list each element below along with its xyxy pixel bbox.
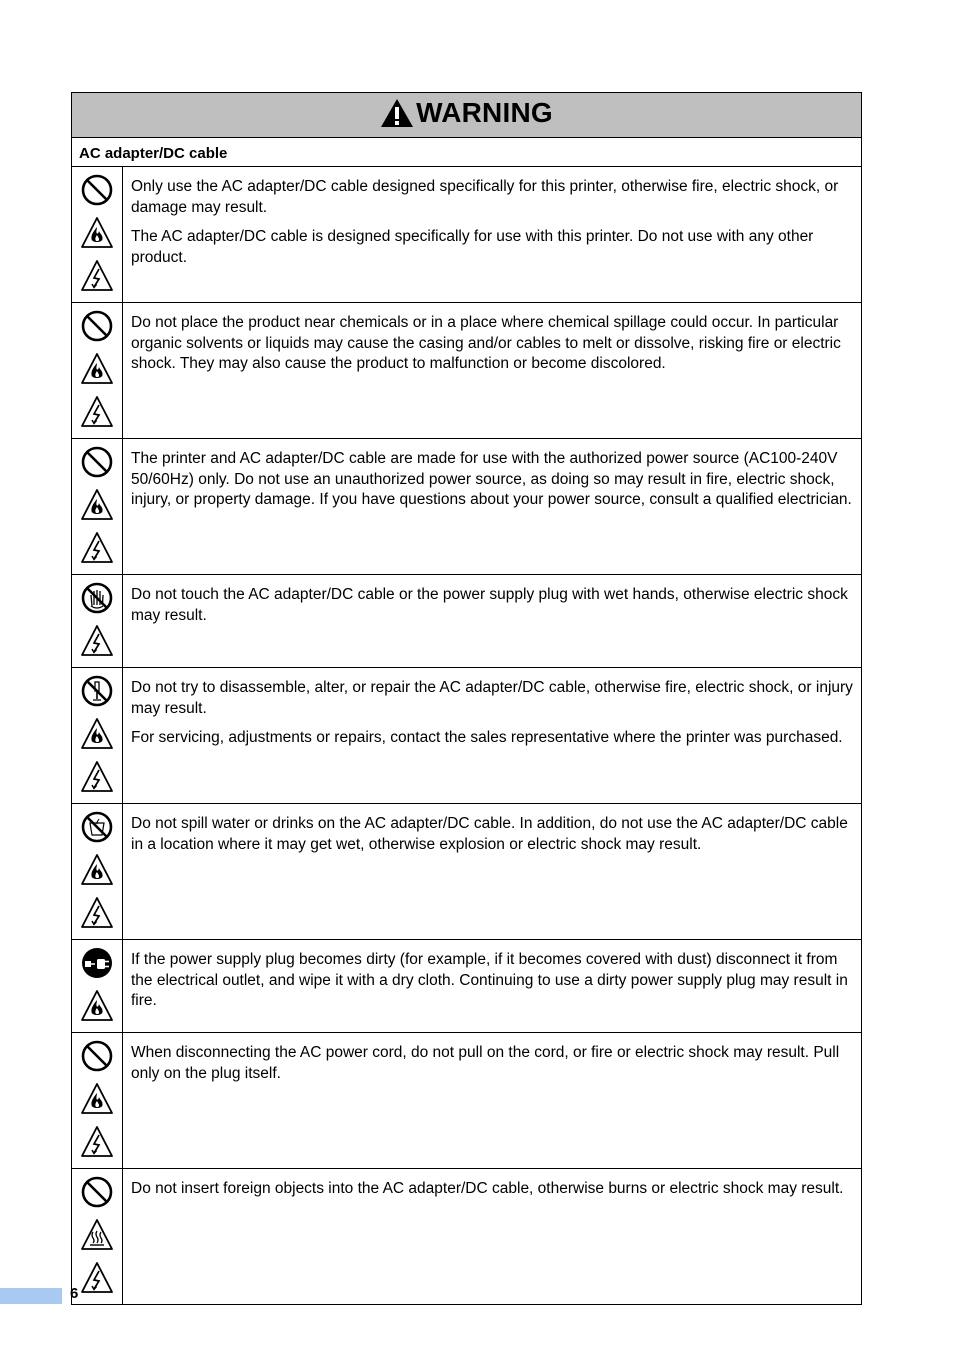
- warning-row: [72, 439, 862, 575]
- electric-shock-icon: [80, 760, 114, 803]
- warning-icons-cell: [72, 439, 123, 575]
- warning-paragraph: For servicing, adjustments or repairs, contact the sales representative where the printer was purchased.: [131, 729, 843, 746]
- electric-shock-icon: [80, 1125, 114, 1168]
- warning-icons-cell: [72, 1033, 123, 1169]
- warning-title: WARNING: [416, 97, 553, 128]
- warning-icons-cell: [72, 804, 123, 940]
- warning-row: [72, 668, 862, 804]
- warning-header: [72, 93, 862, 138]
- warning-icons-cell: [72, 668, 123, 804]
- warning-paragraph: The printer and AC adapter/DC cable are made for use with the authorized power source (AC100-240V 50/60Hz) only. Do not use an unauthorized power source, as doing so may result in fire, electric shock, injury, or property damage. If you have questions about your power source, consult a qualified electrician.: [131, 450, 852, 508]
- warning-text-cell: [123, 303, 862, 439]
- section-title: AC adapter/DC cable: [72, 138, 862, 167]
- warning-text-cell: [123, 439, 862, 575]
- warning-text-cell: [123, 167, 862, 303]
- warning-row: [72, 940, 862, 1033]
- warning-text-cell: [123, 668, 862, 804]
- warning-paragraph: When disconnecting the AC power cord, do not pull on the cord, or fire or electric shock may result. Pull only on the plug itself.: [131, 1044, 840, 1082]
- warning-paragraph: Do not place the product near chemicals or in a place where chemical spillage could occur. In particular organic solvents or liquids may cause the casing and/or cables to melt or dissolve, risking fire or electric shock. They may also cause the product to malfunction or become discolored.: [131, 314, 841, 372]
- prohibition-icon: [80, 1175, 114, 1218]
- warning-row: [72, 1033, 862, 1169]
- warning-icons-cell: [72, 1169, 123, 1305]
- warning-row: [72, 167, 862, 303]
- fire-hazard-icon: [80, 989, 114, 1032]
- warning-text-cell: [123, 1169, 862, 1305]
- electric-shock-icon: [80, 259, 114, 302]
- electric-shock-icon: [80, 896, 114, 939]
- prohibition-icon: [80, 1039, 114, 1082]
- warning-header-row: [72, 93, 862, 138]
- prohibition-icon: [80, 445, 114, 488]
- warning-text-cell: [123, 940, 862, 1033]
- unplug-icon: [80, 946, 114, 989]
- fire-hazard-icon: [80, 352, 114, 395]
- page-tab: [0, 1288, 62, 1304]
- warning-paragraph: If the power supply plug becomes dirty (for example, if it becomes covered with dust) disconnect it from the electrical outlet, and wipe it with a dry cloth. Continuing to use a dirty power supply plug may result in fire.: [131, 951, 848, 1009]
- fire-hazard-icon: [80, 488, 114, 531]
- no-wet-hands-icon: [80, 581, 114, 624]
- warning-icons-cell: [72, 303, 123, 439]
- prohibition-icon: [80, 173, 114, 216]
- hot-surface-icon: [80, 1218, 114, 1261]
- fire-hazard-icon: [80, 717, 114, 760]
- warning-row: [72, 303, 862, 439]
- warning-row: [72, 1169, 862, 1305]
- warning-icons-cell: [72, 167, 123, 303]
- fire-hazard-icon: [80, 1082, 114, 1125]
- prohibition-icon: [80, 309, 114, 352]
- warning-paragraph: Do not insert foreign objects into the AC adapter/DC cable, otherwise burns or electric shock may result.: [131, 1180, 844, 1197]
- electric-shock-icon: [80, 624, 114, 667]
- electric-shock-icon: [80, 531, 114, 574]
- warning-paragraph: Do not touch the AC adapter/DC cable or the power supply plug with wet hands, otherwise electric shock may result.: [131, 586, 848, 624]
- warning-icons-cell: [72, 575, 123, 668]
- warning-text-cell: [123, 575, 862, 668]
- warning-paragraph: Do not spill water or drinks on the AC adapter/DC cable. In addition, do not use the AC adapter/DC cable in a location where it may get wet, otherwise explosion or electric shock may result.: [131, 815, 848, 853]
- section-header-row: [72, 138, 862, 167]
- warning-text-cell: [123, 1033, 862, 1169]
- warning-icons-cell: [72, 940, 123, 1033]
- fire-hazard-icon: [80, 216, 114, 259]
- warning-triangle-icon: [380, 98, 414, 128]
- warning-row: [72, 804, 862, 940]
- warning-paragraph: Only use the AC adapter/DC cable designed specifically for this printer, otherwise fire, electric shock, or damage may result.: [131, 178, 839, 216]
- no-disassembly-icon: [80, 674, 114, 717]
- warning-paragraph: Do not try to disassemble, alter, or repair the AC adapter/DC cable, otherwise fire, electric shock, or injury may result.: [131, 679, 853, 717]
- fire-hazard-icon: [80, 853, 114, 896]
- warning-text-cell: [123, 804, 862, 940]
- electric-shock-icon: [80, 395, 114, 438]
- warning-paragraph: The AC adapter/DC cable is designed specifically for use with this printer. Do not use with any other product.: [131, 228, 814, 266]
- electric-shock-icon: [80, 1261, 114, 1304]
- warning-table: [71, 92, 862, 1305]
- page-number: 6: [70, 1285, 79, 1302]
- warning-row: [72, 575, 862, 668]
- no-water-icon: [80, 810, 114, 853]
